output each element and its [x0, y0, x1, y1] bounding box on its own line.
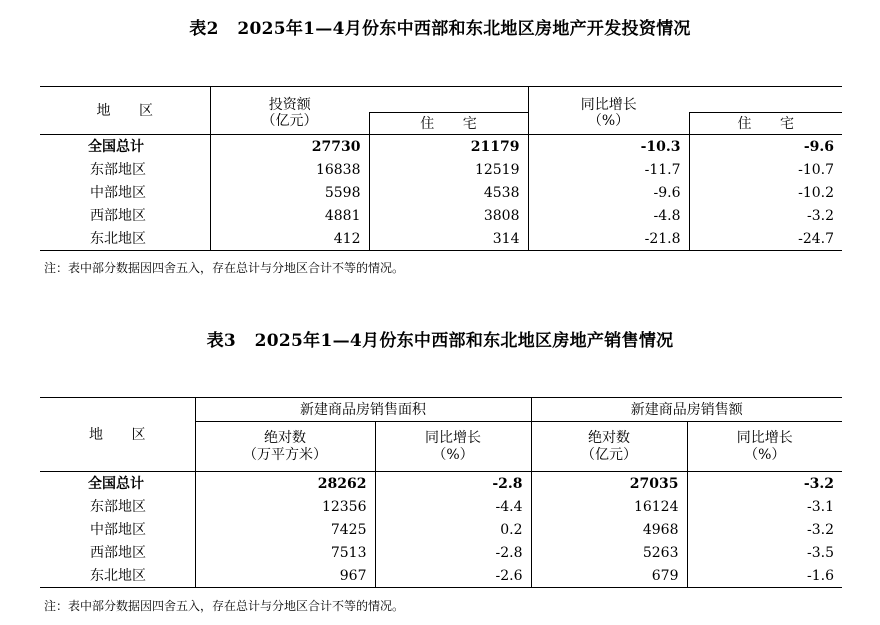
region-cell: 中部地区 [90, 184, 146, 201]
header-region: 地 区 [40, 398, 195, 472]
header-yoy-label: 同比增长 [425, 430, 481, 446]
table2-title: 表2 2025年1—4月份东中西部和东北地区房地产开发投资情况 [189, 19, 691, 39]
region-cell: 西部地区 [90, 207, 146, 224]
header-region: 地 区 [40, 87, 210, 135]
header-area-abs [195, 422, 375, 472]
sales-yoy-cell: -1.6 [687, 564, 842, 588]
sales-cell: 16124 [531, 495, 687, 518]
header-yoy-residential: 住 宅 [689, 113, 842, 135]
table-row [40, 135, 842, 159]
sales-yoy-cell: -3.5 [687, 541, 842, 564]
region-cell: 全国总计 [88, 475, 144, 492]
investment-cell: 16838 [210, 158, 369, 181]
table-row [40, 204, 842, 227]
region-cell: 西部地区 [90, 544, 146, 561]
yoy-residential-cell: -10.7 [689, 158, 842, 181]
header-sales-abs [531, 422, 687, 472]
table2-note: 注：表中部分数据因四舍五入，存在总计与分地区合计不等的情况。 [44, 261, 405, 275]
header-yoy-unit: （%） [528, 113, 689, 135]
yoy-residential-cell: -10.2 [689, 181, 842, 204]
yoy-residential-cell: -9.6 [689, 135, 842, 159]
sales-cell: 4968 [531, 518, 687, 541]
table3-title: 表3 2025年1—4月份东中西部和东北地区房地产销售情况 [206, 331, 674, 351]
sales-yoy-cell: -3.1 [687, 495, 842, 518]
header-sales-group: 新建商品房销售额 [531, 398, 842, 422]
yoy-residential-cell: -24.7 [689, 227, 842, 251]
investment-cell: 4881 [210, 204, 369, 227]
region-cell: 东北地区 [90, 567, 146, 584]
residential-cell: 12519 [369, 158, 528, 181]
region-cell: 全国总计 [88, 138, 144, 155]
sales-cell: 679 [531, 564, 687, 588]
table-row [40, 541, 842, 564]
yoy-cell: -10.3 [528, 135, 689, 159]
area-cell: 12356 [195, 495, 375, 518]
header-yoy-unit: （%） [744, 447, 786, 463]
region-cell: 东北地区 [90, 230, 146, 247]
yoy-cell: -4.8 [528, 204, 689, 227]
region-cell: 东部地区 [90, 498, 146, 515]
area-yoy-cell: -2.8 [375, 472, 531, 496]
investment-cell: 5598 [210, 181, 369, 204]
residential-cell: 3808 [369, 204, 528, 227]
header-investment: 投资额 [210, 87, 369, 113]
sales-cell: 5263 [531, 541, 687, 564]
header-yoy-label: 同比增长 [736, 430, 793, 446]
yoy-cell: -9.6 [528, 181, 689, 204]
investment-cell: 27730 [210, 135, 369, 159]
table3-note: 注：表中部分数据因四舍五入，存在总计与分地区合计不等的情况。 [44, 599, 405, 613]
table-row [40, 181, 842, 204]
investment-cell: 412 [210, 227, 369, 251]
area-cell: 7513 [195, 541, 375, 564]
header-area-unit: （万平方米） [243, 447, 327, 463]
region-cell: 中部地区 [90, 521, 146, 538]
yoy-residential-cell: -3.2 [689, 204, 842, 227]
area-cell: 967 [195, 564, 375, 588]
area-yoy-cell: -4.4 [375, 495, 531, 518]
residential-cell: 314 [369, 227, 528, 251]
table3-sales [40, 397, 842, 588]
table-row [40, 472, 842, 496]
header-sales-yoy [687, 422, 842, 472]
header-abs-label: 绝对数 [264, 430, 306, 446]
sales-yoy-cell: -3.2 [687, 472, 842, 496]
header-investment-unit: （亿元） [210, 113, 369, 135]
header-yoy-unit: （%） [432, 447, 474, 463]
table-row [40, 564, 842, 588]
area-yoy-cell: 0.2 [375, 518, 531, 541]
area-cell: 28262 [195, 472, 375, 496]
residential-cell: 21179 [369, 135, 528, 159]
yoy-cell: -21.8 [528, 227, 689, 251]
area-cell: 7425 [195, 518, 375, 541]
header-area-yoy [375, 422, 531, 472]
header-yoy: 同比增长 [528, 87, 689, 113]
yoy-cell: -11.7 [528, 158, 689, 181]
header-abs-label: 绝对数 [588, 430, 630, 446]
table-row [40, 158, 842, 181]
header-area-group: 新建商品房销售面积 [195, 398, 531, 422]
residential-cell: 4538 [369, 181, 528, 204]
sales-yoy-cell: -3.2 [687, 518, 842, 541]
sales-cell: 27035 [531, 472, 687, 496]
table-row [40, 495, 842, 518]
table-row [40, 518, 842, 541]
area-yoy-cell: -2.8 [375, 541, 531, 564]
table-row [40, 227, 842, 251]
table2-investment [40, 86, 842, 251]
header-residential: 住 宅 [369, 113, 528, 135]
header-sales-unit: （亿元） [581, 447, 637, 463]
area-yoy-cell: -2.6 [375, 564, 531, 588]
region-cell: 东部地区 [90, 161, 146, 178]
